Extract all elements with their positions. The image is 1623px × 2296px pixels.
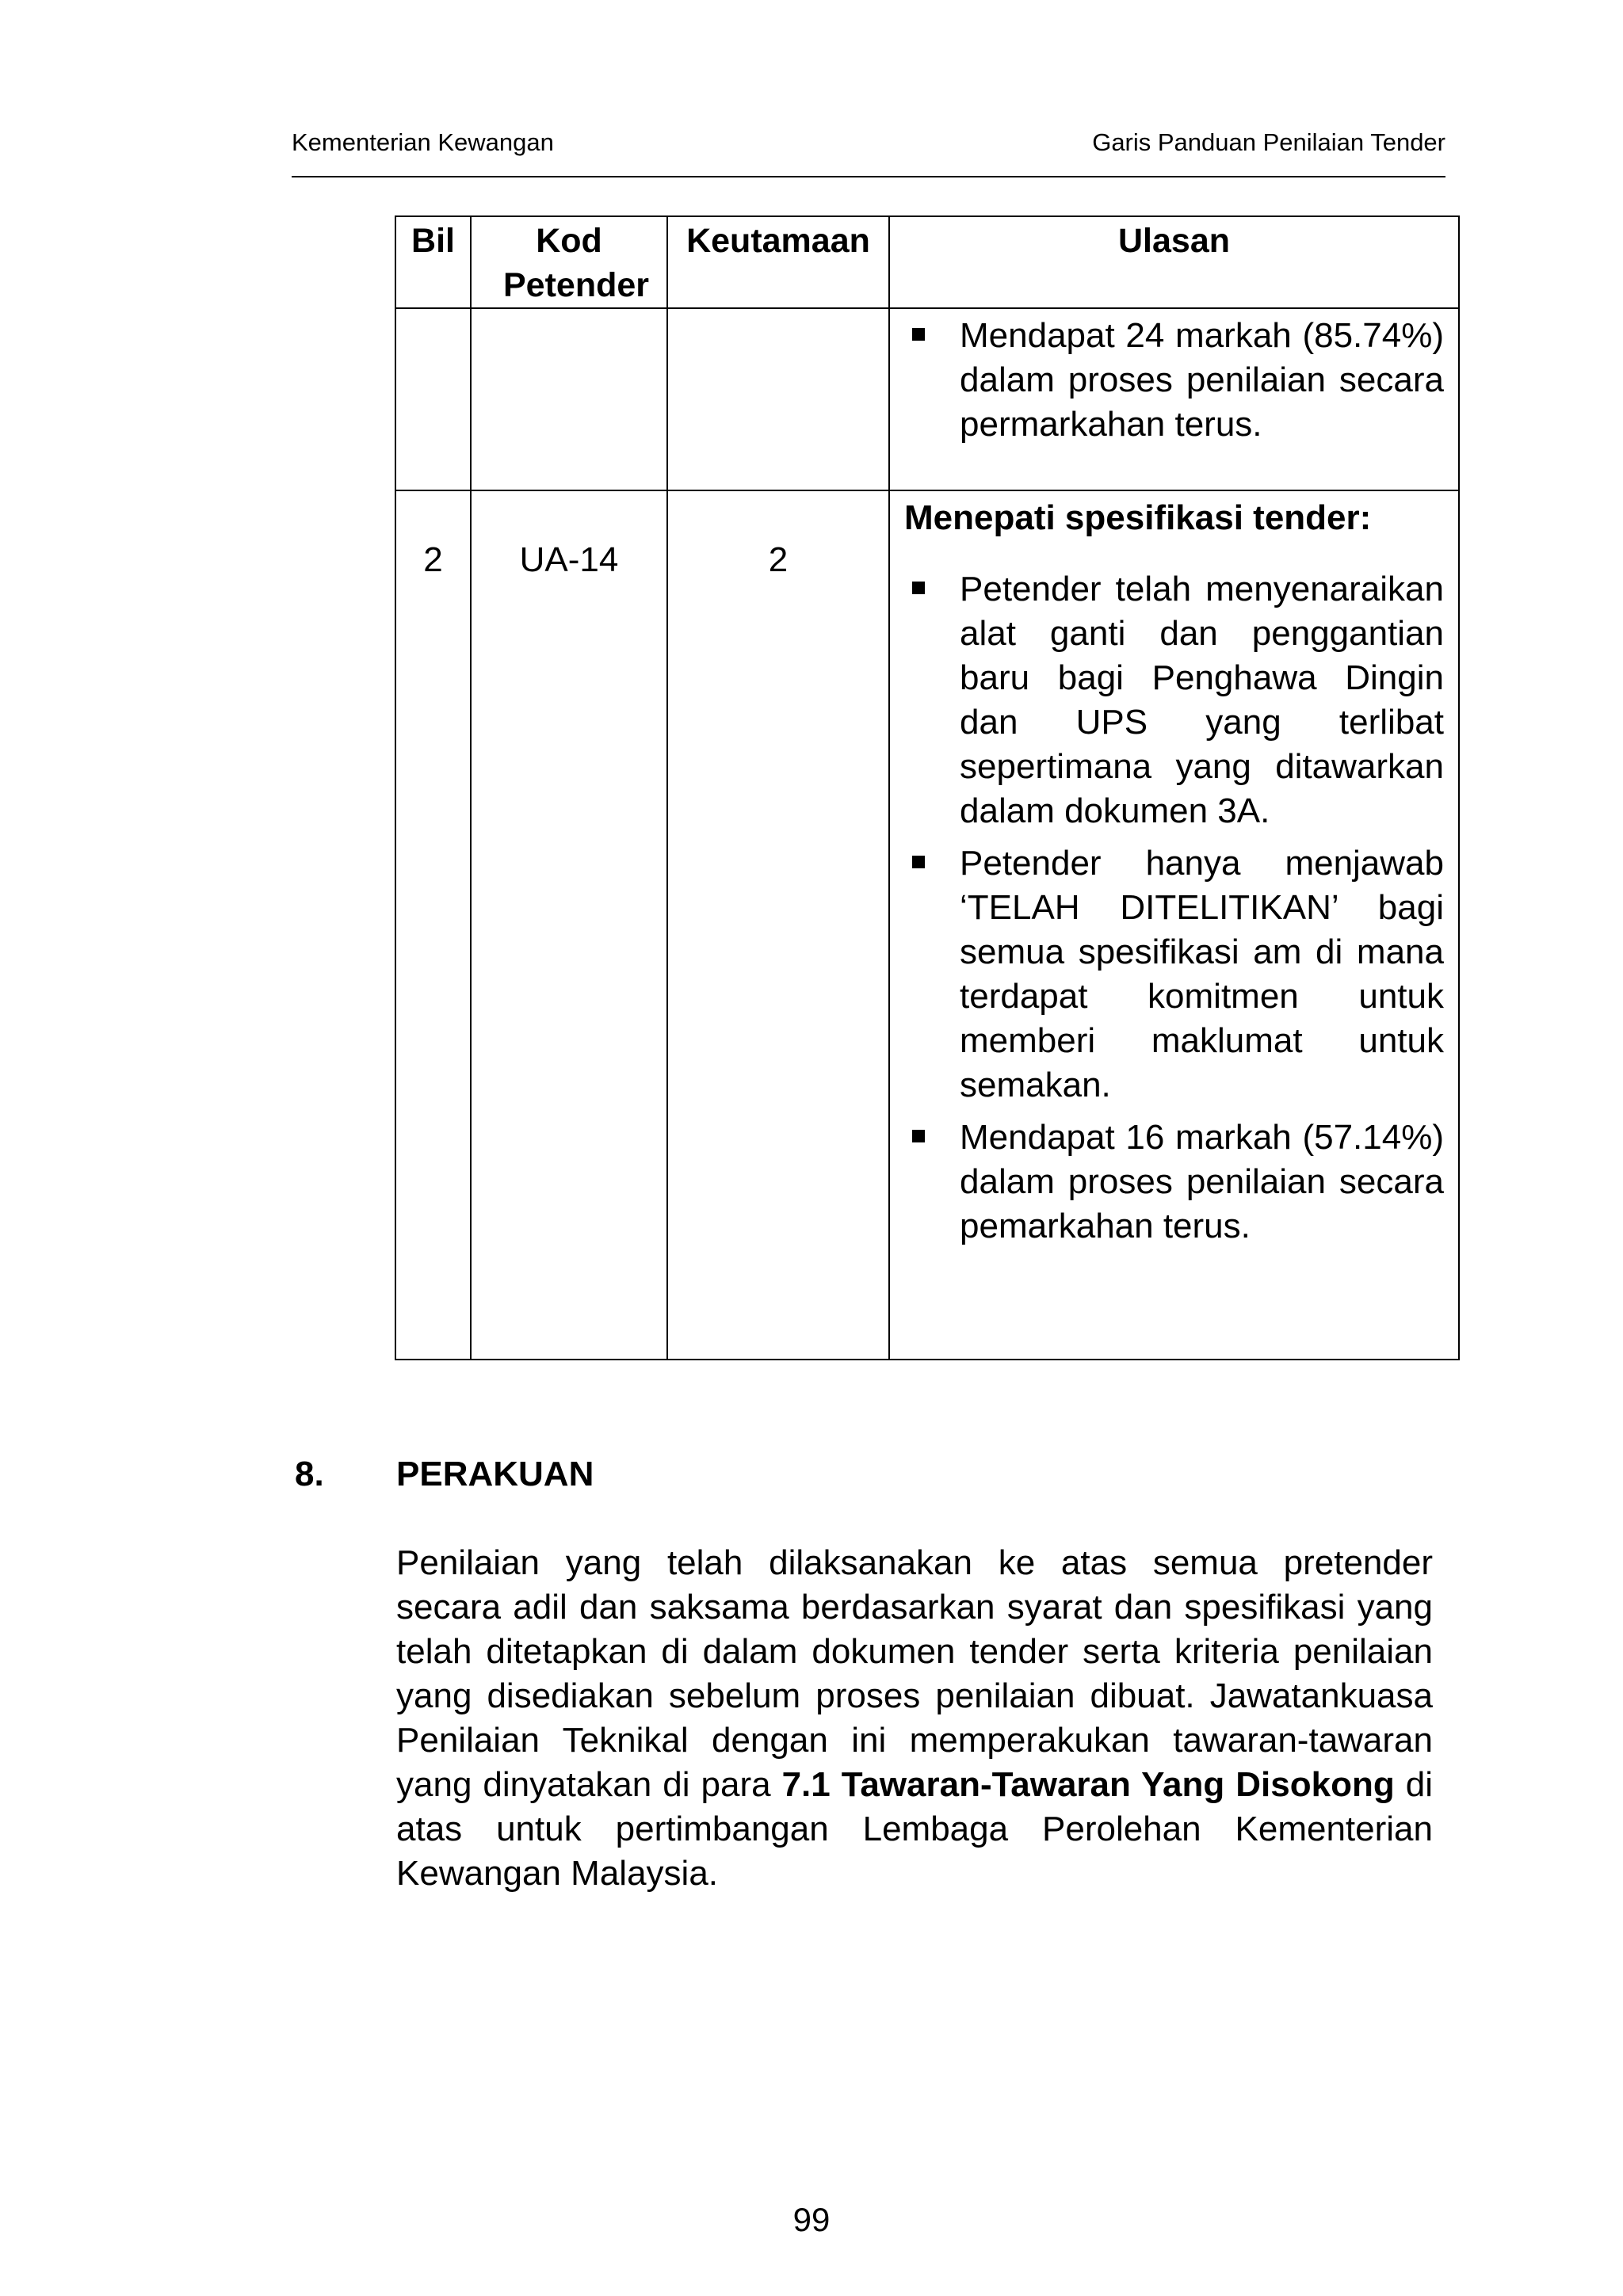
col-header-keutamaan: Keutamaan (667, 216, 889, 308)
table-row (395, 490, 1459, 1360)
paragraph-text-2: di atas untuk pertimbangan Lembaga Perolehan Kementerian Kewangan Malaysia. (396, 1765, 1433, 1893)
cell-ulasan (889, 490, 1459, 1360)
paragraph-reference: 7.1 Tawaran-Tawaran Yang Disokong (781, 1765, 1395, 1804)
section-title: PERAKUAN (396, 1455, 594, 1493)
ulasan-bullet-list (904, 567, 1444, 1249)
col-header-kod-petender: Kod Petender (471, 216, 667, 308)
table-header-row (395, 216, 1459, 308)
cell-ulasan (889, 308, 1459, 490)
header-right: Garis Panduan Penilaian Tender (1092, 128, 1445, 156)
col-header-bil: Bil (395, 216, 471, 308)
ulasan-bullet: Petender telah menyenaraikan alat ganti dan penggantian baru bagi Penghawa Dingin dan UPS yang terlibat sepertimana yang ditawarkan dalam dokumen 3A. (904, 567, 1444, 833)
ulasan-bullet: Mendapat 24 markah (85.74%) dalam proses penilaian secara permarkahan terus. (904, 314, 1444, 447)
cell-kod: UA-14 (471, 490, 667, 1360)
cell-keutamaan: 2 (667, 490, 889, 1360)
cell-kod (471, 308, 667, 490)
page-number: 99 (792, 2201, 831, 2238)
ulasan-bullet: Mendapat 16 markah (57.14%) dalam proses penilaian secara pemarkahan terus. (904, 1116, 1444, 1249)
cell-bil (395, 308, 471, 490)
table-row (395, 308, 1459, 490)
section-number: 8. (295, 1455, 324, 1493)
col-header-ulasan: Ulasan (889, 216, 1459, 308)
ulasan-heading: Menepati spesifikasi tender: (904, 498, 1372, 537)
paragraph-text-1: Penilaian yang telah dilaksanakan ke atas semua pretender secara adil dan saksama berdasarkan syarat dan spesifikasi yang telah ditetapkan di dalam dokumen tender serta kriteria penilaian yang disediakan sebelum proses penilaian dibuat. Jawatankuasa Penilaian Teknikal dengan ini memperakukan tawaran-tawaran yang dinyatakan di para (396, 1543, 1433, 1804)
ulasan-bullet-list (904, 314, 1444, 447)
cell-keutamaan (667, 308, 889, 490)
page-header (292, 128, 1445, 177)
evaluation-table (395, 215, 1460, 1360)
ulasan-bullet: Petender hanya menjawab ‘TELAH DITELITIKAN’ bagi semua spesifikasi am di mana terdapat komitmen untuk memberi maklumat untuk semakan. (904, 841, 1444, 1108)
section-paragraph (396, 1541, 1433, 1896)
header-left: Kementerian Kewangan (292, 128, 554, 156)
cell-bil: 2 (395, 490, 471, 1360)
